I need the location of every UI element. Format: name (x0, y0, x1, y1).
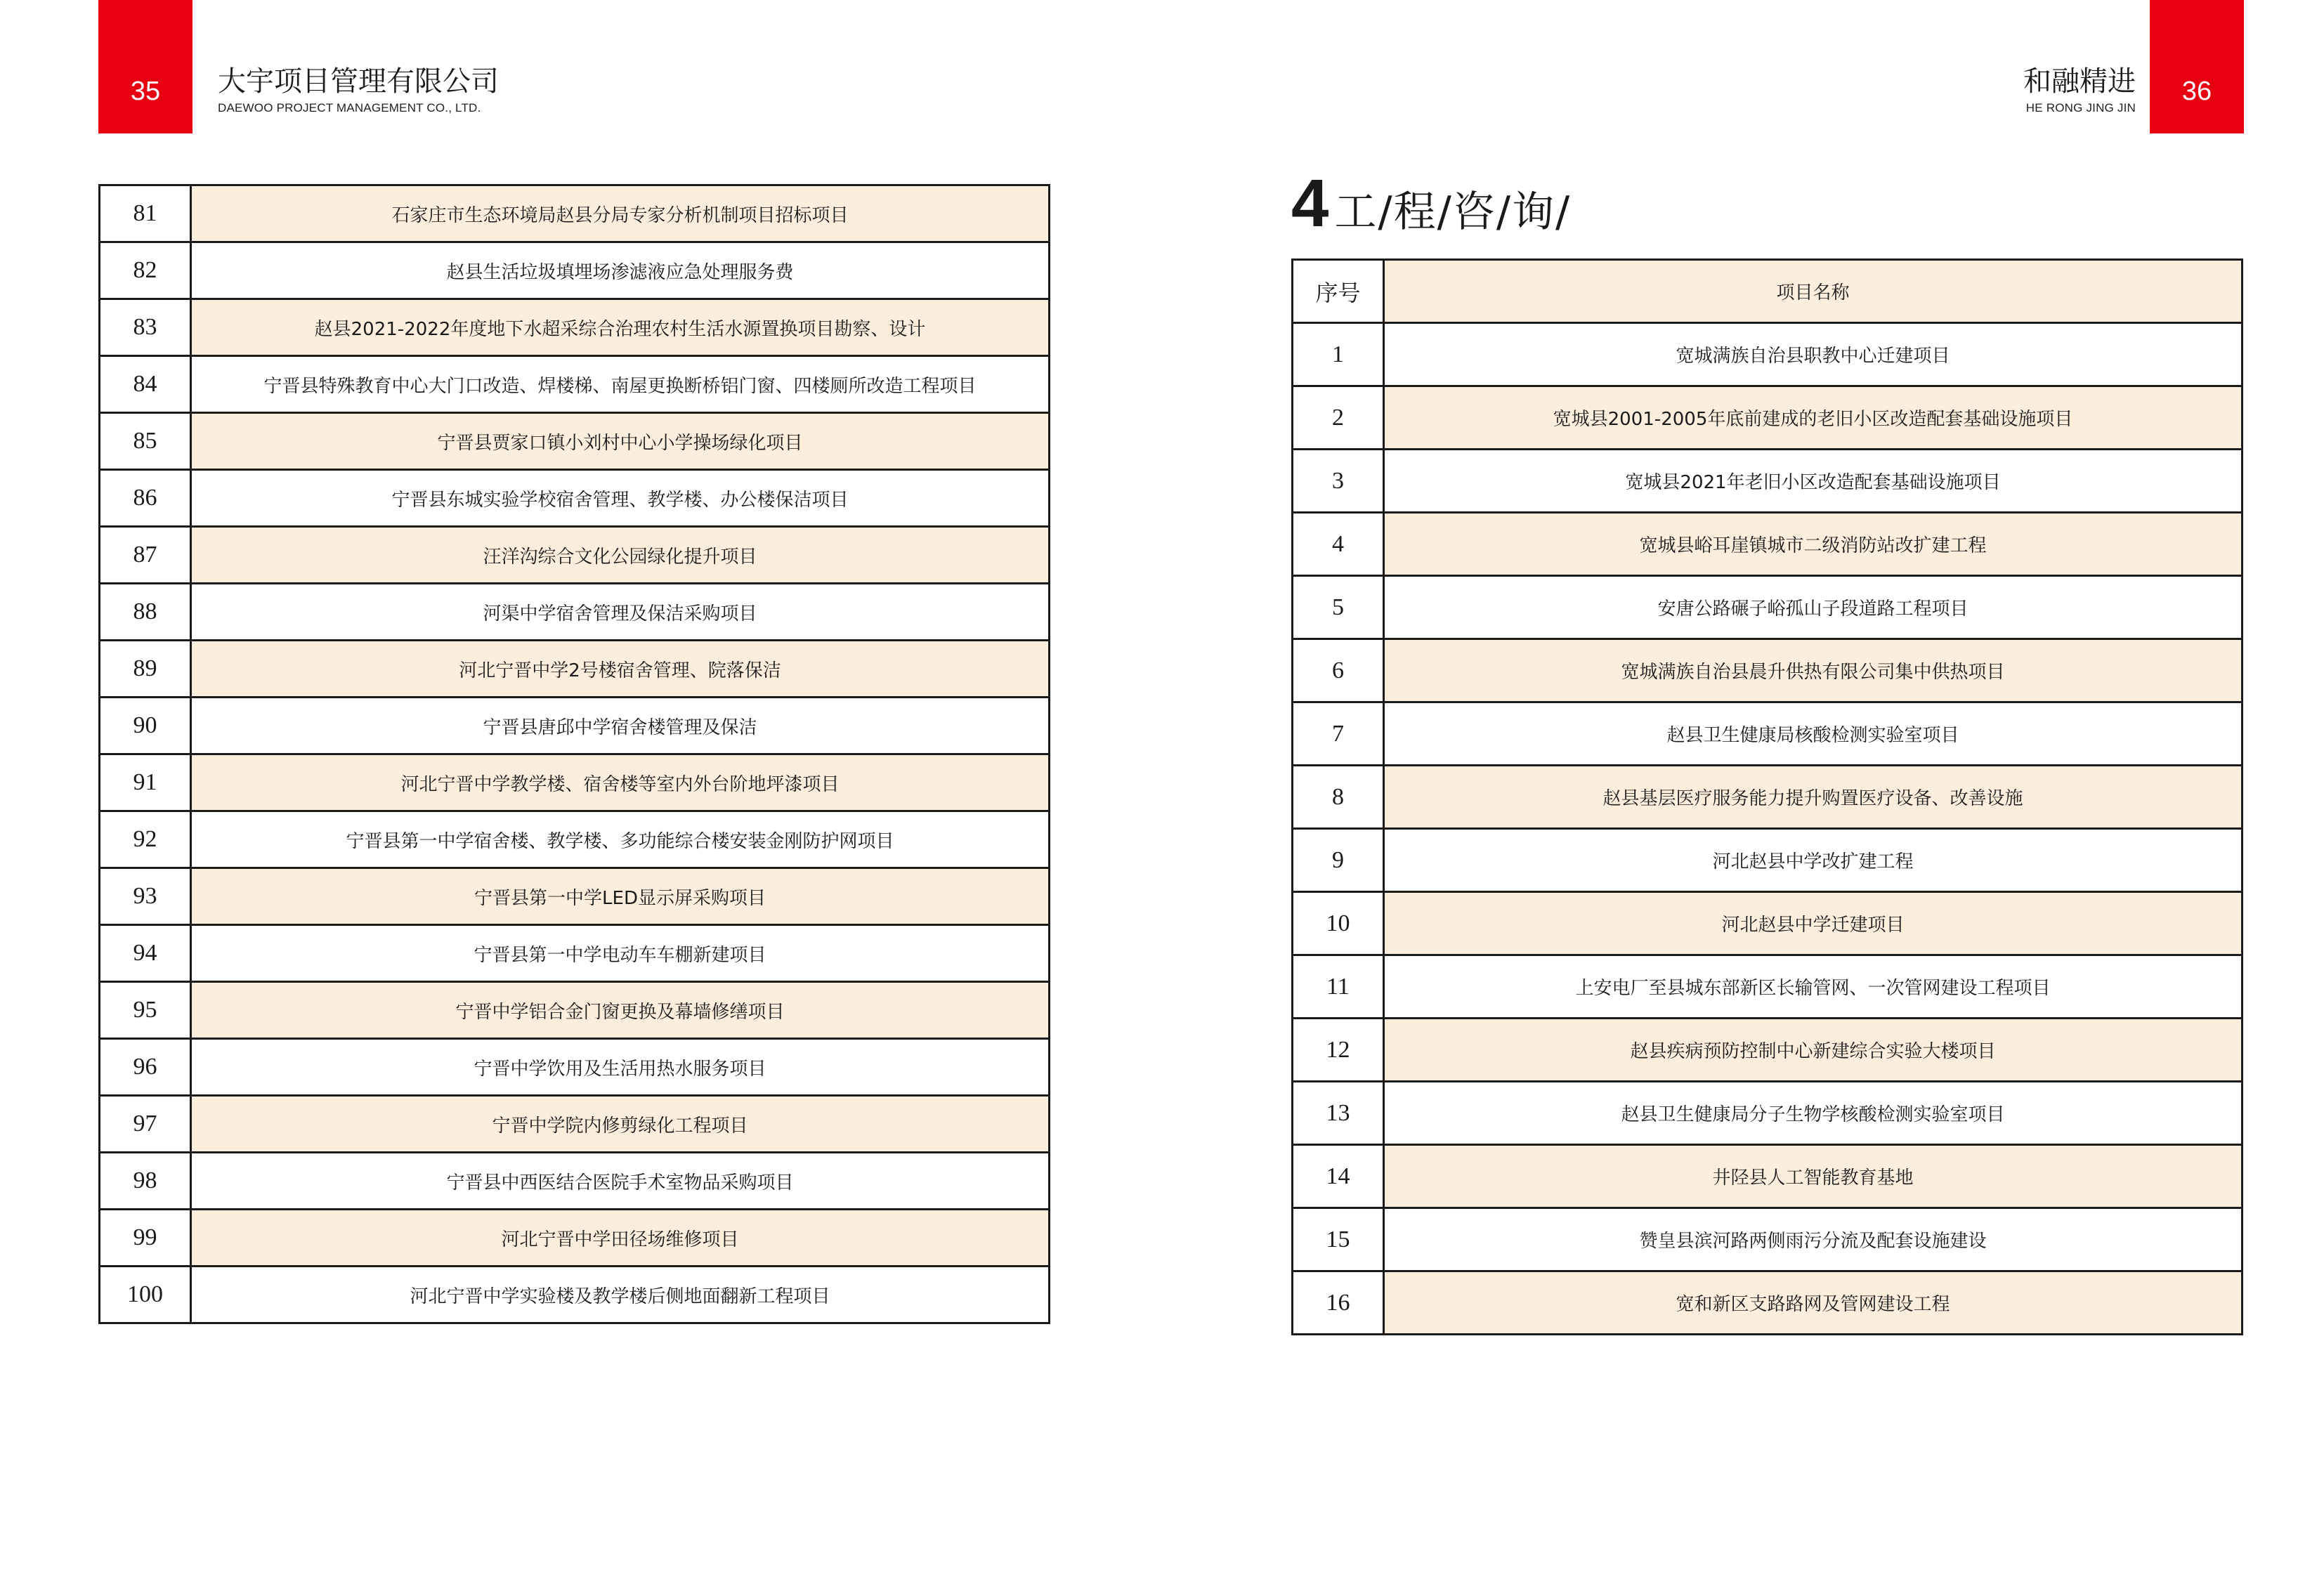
project-name: 河北赵县中学改扩建工程 (1384, 829, 2243, 892)
table-row (1293, 892, 2243, 955)
row-number: 94 (100, 925, 191, 982)
project-name: 赞皇县滨河路两侧雨污分流及配套设施建设 (1384, 1208, 2243, 1271)
project-name: 宁晋中学铝合金门窗更换及幕墙修缮项目 (191, 982, 1050, 1039)
table-row (100, 754, 1050, 811)
table-row (1293, 1019, 2243, 1082)
section-title: 工/程/咨/询/ (1334, 188, 1572, 237)
table-row (100, 242, 1050, 299)
project-name: 河渠中学宿舍管理及保洁采购项目 (191, 584, 1050, 641)
page-number-tab-right (2150, 0, 2244, 133)
row-number: 85 (100, 413, 191, 470)
project-name: 赵县疾病预防控制中心新建综合实验大楼项目 (1384, 1019, 2243, 1082)
project-name: 井陉县人工智能教育基地 (1384, 1145, 2243, 1208)
row-number: 92 (100, 811, 191, 868)
row-number: 16 (1293, 1271, 1384, 1335)
page-number-tab-left (98, 0, 192, 133)
company-name: 大宇项目管理有限公司 (218, 65, 499, 98)
project-name: 河北宁晋中学实验楼及教学楼后侧地面翻新工程项目 (191, 1267, 1050, 1323)
row-number: 93 (100, 868, 191, 925)
row-number: 1 (1293, 323, 1384, 386)
project-name: 宁晋县第一中学LED显示屏采购项目 (191, 868, 1050, 925)
table-row (1293, 829, 2243, 892)
row-number: 91 (100, 754, 191, 811)
table-row (1293, 450, 2243, 513)
table-row (100, 982, 1050, 1039)
project-name: 安唐公路碾子峪孤山子段道路工程项目 (1384, 576, 2243, 639)
project-name: 宁晋县贾家口镇小刘村中心小学操场绿化项目 (191, 413, 1050, 470)
row-number: 84 (100, 356, 191, 413)
project-name: 赵县2021-2022年度地下水超采综合治理农村生活水源置换项目勘察、设计 (191, 299, 1050, 356)
row-number: 95 (100, 982, 191, 1039)
table-row (100, 584, 1050, 641)
project-name: 宽城县2001-2005年底前建成的老旧小区改造配套基础设施项目 (1384, 386, 2243, 450)
project-name: 赵县卫生健康局核酸检测实验室项目 (1384, 702, 2243, 766)
project-name: 宁晋中学院内修剪绿化工程项目 (191, 1096, 1050, 1153)
table-row (100, 641, 1050, 698)
table-row (100, 470, 1050, 527)
page-number-left: 35 (130, 77, 161, 106)
row-number: 100 (100, 1267, 191, 1323)
table-row (1293, 766, 2243, 829)
project-name: 宁晋中学饮用及生活用热水服务项目 (191, 1039, 1050, 1096)
slogan-brand (2023, 63, 2136, 115)
project-name: 河北宁晋中学教学楼、宿舍楼等室内外台阶地坪漆项目 (191, 754, 1050, 811)
row-number: 10 (1293, 892, 1384, 955)
row-number: 98 (100, 1153, 191, 1210)
table-row (100, 413, 1050, 470)
project-name: 宁晋县中西医结合医院手术室物品采购项目 (191, 1153, 1050, 1210)
row-number: 15 (1293, 1208, 1384, 1271)
page-number-right: 36 (2181, 77, 2212, 106)
row-number: 4 (1293, 513, 1384, 576)
column-header-no: 序号 (1293, 260, 1384, 323)
row-number: 3 (1293, 450, 1384, 513)
table-row (100, 356, 1050, 413)
project-name: 赵县基层医疗服务能力提升购置医疗设备、改善设施 (1384, 766, 2243, 829)
row-number: 2 (1293, 386, 1384, 450)
row-number: 12 (1293, 1019, 1384, 1082)
row-number: 7 (1293, 702, 1384, 766)
table-row (100, 185, 1050, 242)
project-name: 宽和新区支路路网及管网建设工程 (1384, 1271, 2243, 1335)
project-name: 石家庄市生态环境局赵县分局专家分析机制项目招标项目 (191, 185, 1050, 242)
table-row (1293, 1082, 2243, 1145)
slogan: 和融精进 (2023, 65, 2136, 98)
table-row (100, 1267, 1050, 1323)
table-row (1293, 1271, 2243, 1335)
row-number: 5 (1293, 576, 1384, 639)
project-name: 宁晋县第一中学电动车车棚新建项目 (191, 925, 1050, 982)
project-table-right (1291, 259, 2243, 1335)
table-row (100, 868, 1050, 925)
row-number: 14 (1293, 1145, 1384, 1208)
project-name: 宽城满族自治县职教中心迁建项目 (1384, 323, 2243, 386)
project-name: 赵县生活垃圾填埋场渗滤液应急处理服务费 (191, 242, 1050, 299)
project-name: 河北赵县中学迁建项目 (1384, 892, 2243, 955)
table-row (100, 299, 1050, 356)
table-row (100, 1210, 1050, 1267)
table-row (1293, 386, 2243, 450)
table-row (100, 1153, 1050, 1210)
project-name: 赵县卫生健康局分子生物学核酸检测实验室项目 (1384, 1082, 2243, 1145)
table-row (100, 527, 1050, 584)
table-row (1293, 323, 2243, 386)
table-row (100, 925, 1050, 982)
row-number: 89 (100, 641, 191, 698)
table-row (1293, 1145, 2243, 1208)
table-row (1293, 576, 2243, 639)
project-table-left (98, 184, 1050, 1324)
row-number: 96 (100, 1039, 191, 1096)
table-row (100, 1096, 1050, 1153)
row-number: 82 (100, 242, 191, 299)
table-row (1293, 702, 2243, 766)
table-row (1293, 639, 2243, 702)
project-name: 宽城满族自治县晨升供热有限公司集中供热项目 (1384, 639, 2243, 702)
project-name: 宽城县2021年老旧小区改造配套基础设施项目 (1384, 450, 2243, 513)
row-number: 83 (100, 299, 191, 356)
row-number: 99 (100, 1210, 191, 1267)
row-number: 86 (100, 470, 191, 527)
table-row (100, 1039, 1050, 1096)
row-number: 90 (100, 698, 191, 754)
company-brand (218, 63, 499, 115)
table-row (1293, 513, 2243, 576)
project-name: 宁晋县唐邱中学宿舍楼管理及保洁 (191, 698, 1050, 754)
row-number: 6 (1293, 639, 1384, 702)
row-number: 88 (100, 584, 191, 641)
section-heading (1291, 166, 1572, 241)
table-header-row (1293, 260, 2243, 323)
row-number: 9 (1293, 829, 1384, 892)
row-number: 81 (100, 185, 191, 242)
slogan-en: HE RONG JING JIN (2025, 101, 2136, 114)
project-name: 宽城县峪耳崖镇城市二级消防站改扩建工程 (1384, 513, 2243, 576)
section-number: 4 (1291, 166, 1329, 241)
row-number: 13 (1293, 1082, 1384, 1145)
table-row (100, 811, 1050, 868)
table-row (100, 698, 1050, 754)
project-name: 宁晋县东城实验学校宿舍管理、教学楼、办公楼保洁项目 (191, 470, 1050, 527)
project-name: 河北宁晋中学2号楼宿舍管理、院落保洁 (191, 641, 1050, 698)
table-row (1293, 1208, 2243, 1271)
project-name: 宁晋县特殊教育中心大门口改造、焊楼梯、南屋更换断桥铝门窗、四楼厕所改造工程项目 (191, 356, 1050, 413)
row-number: 11 (1293, 955, 1384, 1019)
row-number: 97 (100, 1096, 191, 1153)
column-header-name: 项目名称 (1384, 260, 2243, 323)
project-name: 河北宁晋中学田径场维修项目 (191, 1210, 1050, 1267)
row-number: 87 (100, 527, 191, 584)
company-name-en: DAEWOO PROJECT MANAGEMENT CO., LTD. (218, 101, 481, 114)
row-number: 8 (1293, 766, 1384, 829)
table-row (1293, 955, 2243, 1019)
project-name: 宁晋县第一中学宿舍楼、教学楼、多功能综合楼安装金刚防护网项目 (191, 811, 1050, 868)
project-name: 汪洋沟综合文化公园绿化提升项目 (191, 527, 1050, 584)
project-name: 上安电厂至县城东部新区长输管网、一次管网建设工程项目 (1384, 955, 2243, 1019)
